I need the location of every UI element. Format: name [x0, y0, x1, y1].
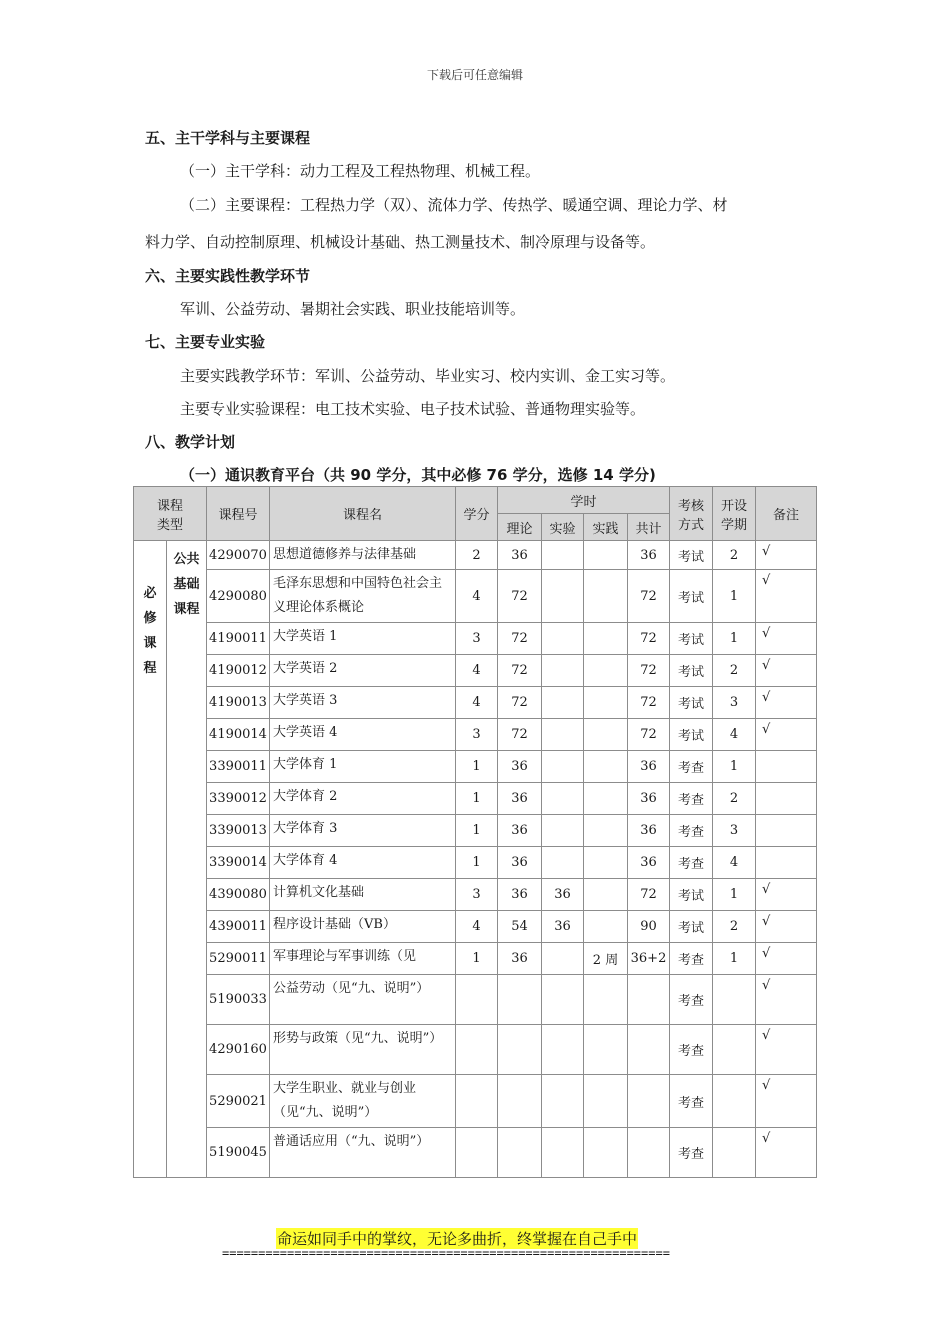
- cell-term: 1: [713, 623, 756, 655]
- category-required: 必 修 课 程: [134, 541, 167, 1178]
- cell-exam: 考查: [670, 1025, 713, 1075]
- cell-theory: 36: [498, 943, 542, 975]
- cell-total: 36: [628, 847, 670, 879]
- cell-note: √: [756, 687, 817, 719]
- cell-note: √: [756, 879, 817, 911]
- cell-note: √: [756, 975, 817, 1025]
- table-row: [134, 623, 817, 655]
- cell-name: 大学体育 3: [270, 815, 456, 847]
- cell-total: 72: [628, 719, 670, 751]
- cell-exam: 考查: [670, 847, 713, 879]
- cell-term: [713, 1075, 756, 1128]
- table-row: [134, 911, 817, 943]
- subcategory-public-basic: 公共 基础 课程: [167, 541, 207, 1178]
- cell-name: 毛泽东思想和中国特色社会主义理论体系概论: [270, 570, 456, 623]
- header-practice: 实践: [584, 514, 628, 541]
- table-row: [134, 879, 817, 911]
- cell-code: 4390080: [207, 879, 270, 911]
- cell-experiment: [542, 570, 584, 623]
- cell-total: 90: [628, 911, 670, 943]
- cell-experiment: [542, 623, 584, 655]
- cell-exam: 考试: [670, 623, 713, 655]
- cell-total: [628, 1075, 670, 1128]
- cell-note: √: [756, 570, 817, 623]
- cell-code: 3390012: [207, 783, 270, 815]
- cell-note: [756, 751, 817, 783]
- cell-theory: 72: [498, 655, 542, 687]
- cell-theory: [498, 1025, 542, 1075]
- cell-term: 4: [713, 847, 756, 879]
- header-exam-method: 考核 方式: [670, 487, 713, 541]
- cell-name: 大学生职业、就业与创业（见“九、说明”）: [270, 1075, 456, 1128]
- cell-practice: [584, 687, 628, 719]
- table-row: [134, 1075, 817, 1128]
- cell-total: 36: [628, 751, 670, 783]
- cell-name: 形势与政策（见“九、说明”）: [270, 1025, 456, 1075]
- cell-experiment: 36: [542, 911, 584, 943]
- cell-name: 大学体育 2: [270, 783, 456, 815]
- cell-theory: 72: [498, 623, 542, 655]
- cell-total: 72: [628, 879, 670, 911]
- cell-term: 1: [713, 570, 756, 623]
- cell-name: 计算机文化基础: [270, 879, 456, 911]
- cell-experiment: [542, 719, 584, 751]
- header-course-code: 课程号: [207, 487, 270, 541]
- cell-theory: 36: [498, 783, 542, 815]
- cell-exam: 考试: [670, 879, 713, 911]
- cell-code: 4290160: [207, 1025, 270, 1075]
- cell-practice: [584, 751, 628, 783]
- cell-total: 72: [628, 687, 670, 719]
- cell-note: [756, 783, 817, 815]
- table-row: [134, 815, 817, 847]
- cell-term: 2: [713, 911, 756, 943]
- cell-term: 1: [713, 879, 756, 911]
- cell-code: 3390011: [207, 751, 270, 783]
- cell-code: 4190014: [207, 719, 270, 751]
- cell-experiment: [542, 655, 584, 687]
- cell-term: [713, 975, 756, 1025]
- footer-rule: ==============================================================: [222, 1246, 670, 1260]
- cell-experiment: [542, 687, 584, 719]
- section-5-para-2b: 料力学、自动控制原理、机械设计基础、热工测量技术、制冷原理与设备等。: [145, 233, 656, 251]
- cell-theory: 36: [498, 879, 542, 911]
- cell-practice: [584, 1075, 628, 1128]
- table-row: [134, 975, 817, 1025]
- header-credit: 学分: [456, 487, 498, 541]
- table-row: [134, 655, 817, 687]
- cell-total: [628, 1025, 670, 1075]
- cell-total: 36: [628, 815, 670, 847]
- table-row: [134, 847, 817, 879]
- cell-exam: 考试: [670, 570, 713, 623]
- cell-credit: 4: [456, 655, 498, 687]
- cell-term: 2: [713, 541, 756, 570]
- cell-experiment: [542, 541, 584, 570]
- cell-name: 大学英语 1: [270, 623, 456, 655]
- cell-theory: 72: [498, 719, 542, 751]
- cell-term: [713, 1025, 756, 1075]
- cell-practice: [584, 815, 628, 847]
- cell-credit: 3: [456, 719, 498, 751]
- cell-name: 大学英语 3: [270, 687, 456, 719]
- cell-theory: 36: [498, 541, 542, 570]
- cell-practice: [584, 783, 628, 815]
- cell-note: √: [756, 1025, 817, 1075]
- cell-name: 大学体育 4: [270, 847, 456, 879]
- cell-theory: 36: [498, 815, 542, 847]
- cell-practice: [584, 1128, 628, 1178]
- cell-credit: 3: [456, 879, 498, 911]
- section-5-title: 五、主干学科与主要课程: [145, 129, 311, 147]
- cell-credit: 3: [456, 623, 498, 655]
- cell-exam: 考查: [670, 943, 713, 975]
- cell-practice: [584, 975, 628, 1025]
- cell-exam: 考查: [670, 751, 713, 783]
- cell-theory: [498, 975, 542, 1025]
- cell-exam: 考查: [670, 1075, 713, 1128]
- cell-experiment: 36: [542, 879, 584, 911]
- cell-name: 普通话应用（“九、说明”）: [270, 1128, 456, 1178]
- cell-practice: [584, 719, 628, 751]
- cell-note: √: [756, 911, 817, 943]
- cell-credit: 1: [456, 943, 498, 975]
- cell-exam: 考试: [670, 687, 713, 719]
- cell-note: [756, 815, 817, 847]
- cell-note: √: [756, 541, 817, 570]
- cell-practice: [584, 911, 628, 943]
- table-row: [134, 1128, 817, 1178]
- cell-credit: [456, 975, 498, 1025]
- cell-credit: [456, 1075, 498, 1128]
- cell-credit: 1: [456, 751, 498, 783]
- cell-total: [628, 975, 670, 1025]
- section-7-title: 七、主要专业实验: [145, 333, 266, 351]
- header-course-type: 课程 类型: [134, 487, 207, 541]
- cell-code: 3390013: [207, 815, 270, 847]
- cell-note: √: [756, 655, 817, 687]
- cell-note: √: [756, 1128, 817, 1178]
- cell-term: 3: [713, 815, 756, 847]
- cell-theory: [498, 1128, 542, 1178]
- header-theory: 理论: [498, 514, 542, 541]
- cell-experiment: [542, 1128, 584, 1178]
- cell-term: 2: [713, 783, 756, 815]
- section-7-para-2: 主要专业实验课程：电工技术实验、电子技术试验、普通物理实验等。: [180, 400, 646, 418]
- cell-code: 5190033: [207, 975, 270, 1025]
- cell-code: 4190012: [207, 655, 270, 687]
- table-body: [134, 541, 817, 1178]
- cell-experiment: [542, 751, 584, 783]
- cell-code: 5290021: [207, 1075, 270, 1128]
- cell-code: 5290011: [207, 943, 270, 975]
- cell-term: 4: [713, 719, 756, 751]
- table-row: [134, 719, 817, 751]
- cell-name: 思想道德修养与法律基础: [270, 541, 456, 570]
- cell-experiment: [542, 943, 584, 975]
- cell-total: [628, 1128, 670, 1178]
- cell-exam: 考查: [670, 1128, 713, 1178]
- section-5-para-1: （一）主干学科：动力工程及工程热物理、机械工程。: [180, 162, 541, 180]
- table-row: [134, 943, 817, 975]
- cell-theory: 54: [498, 911, 542, 943]
- cell-practice: [584, 879, 628, 911]
- cell-practice: [584, 541, 628, 570]
- section-6-para-1: 军训、公益劳动、暑期社会实践、职业技能培训等。: [180, 300, 526, 318]
- cell-exam: 考查: [670, 783, 713, 815]
- table-row: [134, 1025, 817, 1075]
- header-term: 开设 学期: [713, 487, 756, 541]
- cell-note: √: [756, 943, 817, 975]
- cell-term: [713, 1128, 756, 1178]
- cell-exam: 考试: [670, 655, 713, 687]
- cell-note: √: [756, 1075, 817, 1128]
- footer-motto: 命运如同手中的掌纹，无论多曲折，终掌握在自己手中: [277, 1230, 638, 1248]
- cell-note: √: [756, 623, 817, 655]
- cell-theory: 72: [498, 570, 542, 623]
- cell-experiment: [542, 783, 584, 815]
- cell-credit: 1: [456, 783, 498, 815]
- cell-exam: 考查: [670, 975, 713, 1025]
- cell-credit: 1: [456, 847, 498, 879]
- cell-practice: [584, 655, 628, 687]
- header-course-name: 课程名: [270, 487, 456, 541]
- cell-practice: [584, 847, 628, 879]
- cell-theory: 36: [498, 751, 542, 783]
- section-6-title: 六、主要实践性教学环节: [145, 267, 311, 285]
- cell-practice: [584, 1025, 628, 1075]
- cell-experiment: [542, 975, 584, 1025]
- cell-exam: 考查: [670, 815, 713, 847]
- section-7-para-1: 主要实践教学环节：军训、公益劳动、毕业实习、校内实训、金工实习等。: [180, 367, 676, 385]
- cell-theory: [498, 1075, 542, 1128]
- page-header: 下载后可任意编辑: [426, 68, 523, 82]
- cell-credit: 1: [456, 815, 498, 847]
- header-experiment: 实验: [542, 514, 584, 541]
- cell-note: √: [756, 719, 817, 751]
- cell-name: 大学英语 4: [270, 719, 456, 751]
- header-total: 共计: [628, 514, 670, 541]
- cell-term: 1: [713, 943, 756, 975]
- cell-credit: [456, 1025, 498, 1075]
- cell-name: 军事理论与军事训练（见: [270, 943, 456, 975]
- cell-total: 72: [628, 623, 670, 655]
- header-hours: 学时: [498, 487, 670, 514]
- cell-exam: 考试: [670, 541, 713, 570]
- cell-credit: [456, 1128, 498, 1178]
- cell-name: 大学体育 1: [270, 751, 456, 783]
- table-row: [134, 687, 817, 719]
- cell-note: [756, 847, 817, 879]
- cell-name: 大学英语 2: [270, 655, 456, 687]
- cell-theory: 72: [498, 687, 542, 719]
- cell-credit: 4: [456, 570, 498, 623]
- cell-total: 36+2: [628, 943, 670, 975]
- cell-code: 4190011: [207, 623, 270, 655]
- cell-credit: 2: [456, 541, 498, 570]
- cell-code: 3390014: [207, 847, 270, 879]
- cell-code: 4290070: [207, 541, 270, 570]
- cell-theory: 36: [498, 847, 542, 879]
- cell-experiment: [542, 815, 584, 847]
- cell-credit: 4: [456, 911, 498, 943]
- cell-practice: [584, 623, 628, 655]
- cell-credit: 4: [456, 687, 498, 719]
- section-8-title: 八、教学计划: [145, 433, 236, 451]
- cell-code: 4190013: [207, 687, 270, 719]
- table-row: [134, 541, 817, 570]
- cell-exam: 考试: [670, 911, 713, 943]
- cell-total: 36: [628, 541, 670, 570]
- cell-total: 36: [628, 783, 670, 815]
- cell-experiment: [542, 1025, 584, 1075]
- table-title: （一）通识教育平台（共 90 学分，其中必修 76 学分，选修 14 学分): [180, 466, 656, 484]
- cell-experiment: [542, 1075, 584, 1128]
- curriculum-table: [133, 486, 817, 1178]
- table-row: [134, 570, 817, 623]
- cell-practice: [584, 570, 628, 623]
- cell-name: 公益劳动（见“九、说明”）: [270, 975, 456, 1025]
- table-row: [134, 751, 817, 783]
- header-note: 备注: [756, 487, 817, 541]
- cell-term: 1: [713, 751, 756, 783]
- cell-practice: 2 周: [584, 943, 628, 975]
- cell-exam: 考试: [670, 719, 713, 751]
- cell-code: 4390011: [207, 911, 270, 943]
- cell-experiment: [542, 847, 584, 879]
- cell-term: 2: [713, 655, 756, 687]
- cell-name: 程序设计基础（VB）: [270, 911, 456, 943]
- table-row: [134, 783, 817, 815]
- cell-code: 4290080: [207, 570, 270, 623]
- cell-total: 72: [628, 655, 670, 687]
- cell-term: 3: [713, 687, 756, 719]
- cell-total: 72: [628, 570, 670, 623]
- cell-code: 5190045: [207, 1128, 270, 1178]
- section-5-para-2a: （二）主要课程：工程热力学（双）、流体力学、传热学、暖通空调、理论力学、材: [180, 196, 728, 214]
